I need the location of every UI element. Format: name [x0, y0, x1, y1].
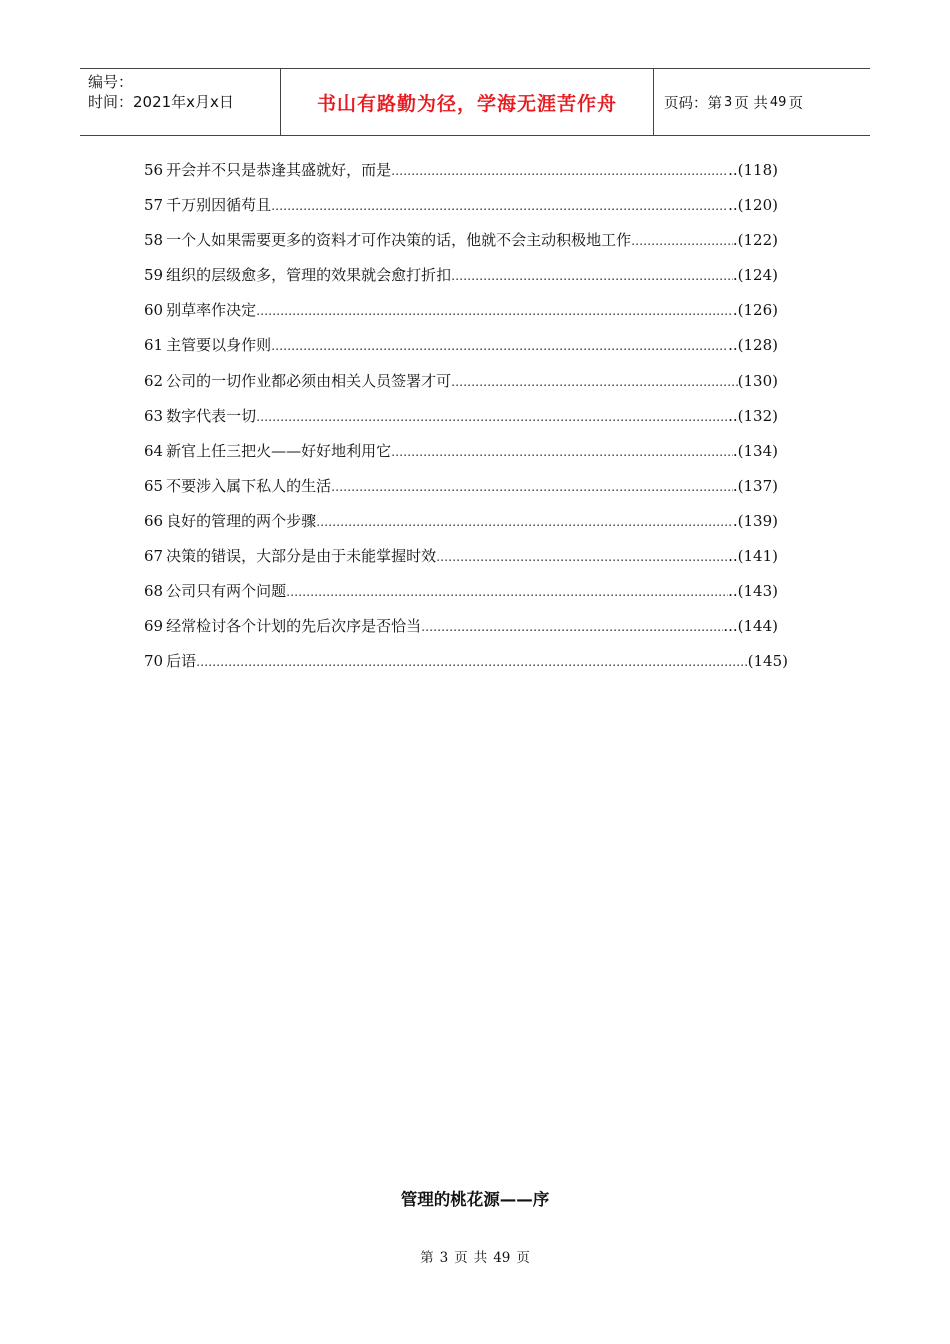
header-page-total: 49 — [769, 94, 787, 110]
toc-dot-leader — [631, 229, 733, 254]
document-number-label: 编号： — [88, 73, 134, 91]
toc-dot-leader — [271, 334, 728, 359]
toc-entry-number: 59 — [144, 266, 164, 285]
toc-entry-number: 69 — [144, 617, 164, 636]
toc-entry[interactable] — [144, 158, 778, 193]
toc-entry-page: ..(143) — [728, 582, 778, 601]
header-page-current: 3 — [724, 94, 733, 110]
toc-entry[interactable] — [144, 579, 778, 614]
toc-entry[interactable] — [144, 404, 778, 439]
toc-entry-title: 一个人如果需要更多的资料才可作决策的话，他就不会主动积极地工作 — [166, 231, 632, 250]
toc-entry-title: 良好的管理的两个步骤 — [166, 511, 317, 530]
table-of-contents — [144, 158, 794, 684]
header-page-prefix: 页码：第 — [664, 95, 722, 112]
toc-entry-title: 主管要以身作则 — [166, 336, 272, 355]
toc-entry[interactable] — [144, 263, 778, 298]
toc-dot-leader — [256, 405, 728, 430]
toc-dot-leader — [316, 510, 733, 535]
toc-entry-number: 61 — [144, 336, 164, 355]
toc-entry-page: ..(118) — [728, 161, 778, 179]
toc-entry-page: (145) — [747, 652, 788, 671]
toc-dot-leader — [196, 650, 748, 675]
toc-dot-leader — [421, 615, 723, 640]
toc-entry[interactable] — [144, 193, 778, 228]
toc-entry-title: 新官上任三把火——好好地利用它 — [166, 441, 392, 460]
toc-entry-title: 决策的错误，大部分是由于未能掌握时效 — [166, 547, 437, 566]
toc-entry-title: 别草率作决定 — [166, 301, 257, 320]
footer-mid2: 共 — [473, 1250, 488, 1266]
section-title: 管理的桃花源——序 — [400, 1190, 550, 1209]
toc-entry-page: .(134) — [732, 441, 778, 460]
toc-entry-number: 60 — [144, 301, 164, 320]
toc-dot-leader — [286, 580, 728, 605]
toc-entry[interactable] — [144, 369, 778, 404]
toc-entry-number: 68 — [144, 582, 164, 601]
toc-entry-title: 经常检讨各个计划的先后次序是否恰当 — [166, 617, 422, 636]
toc-entry-page: .(126) — [732, 301, 778, 320]
toc-entry-title: 公司的一切作业都必须由相关人员签署才可 — [166, 371, 452, 390]
toc-entry-number: 63 — [144, 406, 164, 425]
footer-prefix: 第 — [420, 1250, 434, 1266]
toc-entry-title: 不要涉入属下私人的生活 — [166, 476, 332, 495]
toc-entry[interactable] — [144, 649, 788, 684]
toc-entry-number: 62 — [144, 371, 164, 390]
page-header — [80, 68, 870, 136]
toc-entry-page: ..(120) — [728, 196, 778, 215]
toc-entry-title: 组织的层级愈多，管理的效果就会愈打折扣 — [166, 266, 452, 285]
toc-entry-title: 开会并不只是恭逢其盛就好，而是 — [166, 161, 392, 179]
footer-page-total: 49 — [493, 1250, 511, 1266]
toc-entry-number: 70 — [144, 652, 164, 671]
page-footer — [0, 1246, 950, 1266]
toc-entry-number: 64 — [144, 441, 164, 460]
toc-entry[interactable] — [144, 439, 778, 474]
header-motto: 书山有路勤为径，学海无涯苦作舟 — [281, 69, 654, 135]
toc-entry[interactable] — [144, 544, 778, 579]
toc-entry[interactable] — [144, 474, 778, 509]
toc-entry-title: 公司只有两个问题 — [166, 582, 287, 601]
toc-entry-number: 65 — [144, 476, 164, 495]
toc-entry-number: 66 — [144, 511, 164, 530]
header-page-suffix: 页 — [788, 95, 803, 112]
toc-dot-leader — [451, 370, 738, 395]
toc-entry-title: 千万别因循苟且 — [166, 196, 272, 215]
toc-entry-page: ..(132) — [728, 406, 778, 425]
toc-entry-number: 67 — [144, 547, 164, 566]
toc-entry-number: 57 — [144, 196, 164, 215]
toc-entry[interactable] — [144, 614, 778, 649]
footer-suffix: 页 — [516, 1250, 530, 1266]
toc-dot-leader — [271, 194, 728, 219]
toc-entry-page: .(137) — [732, 476, 778, 495]
toc-entry-number: 56 — [144, 161, 164, 179]
toc-entry[interactable] — [144, 298, 778, 333]
toc-entry[interactable] — [144, 228, 778, 263]
toc-entry-page: ..(128) — [728, 336, 778, 355]
header-page-mid: 页 共 — [734, 95, 768, 112]
footer-page-current: 3 — [439, 1250, 449, 1266]
toc-entry-page: .(122) — [732, 231, 778, 250]
toc-entry-title: 数字代表一切 — [166, 406, 257, 425]
toc-entry-title: 后语 — [166, 652, 197, 671]
footer-mid1: 页 — [454, 1250, 468, 1266]
toc-entry-number: 58 — [144, 231, 164, 250]
header-meta-cell — [80, 69, 281, 135]
toc-entry-page: .(124) — [732, 266, 778, 285]
toc-dot-leader — [391, 440, 733, 465]
header-page-indicator — [654, 69, 870, 135]
toc-entry[interactable] — [144, 333, 778, 368]
toc-entry-page: .(139) — [732, 511, 778, 530]
toc-entry[interactable] — [144, 509, 778, 544]
toc-dot-leader — [451, 264, 733, 289]
toc-entry-page: ...(144) — [723, 617, 778, 636]
toc-dot-leader — [256, 299, 733, 324]
toc-entry-page: (130) — [737, 371, 778, 390]
toc-dot-leader — [436, 545, 728, 570]
document-time-label: 时间：2021年x月x日 — [88, 93, 234, 111]
toc-dot-leader — [331, 475, 733, 500]
toc-dot-leader — [391, 159, 728, 184]
toc-entry-page: ..(141) — [728, 547, 778, 566]
